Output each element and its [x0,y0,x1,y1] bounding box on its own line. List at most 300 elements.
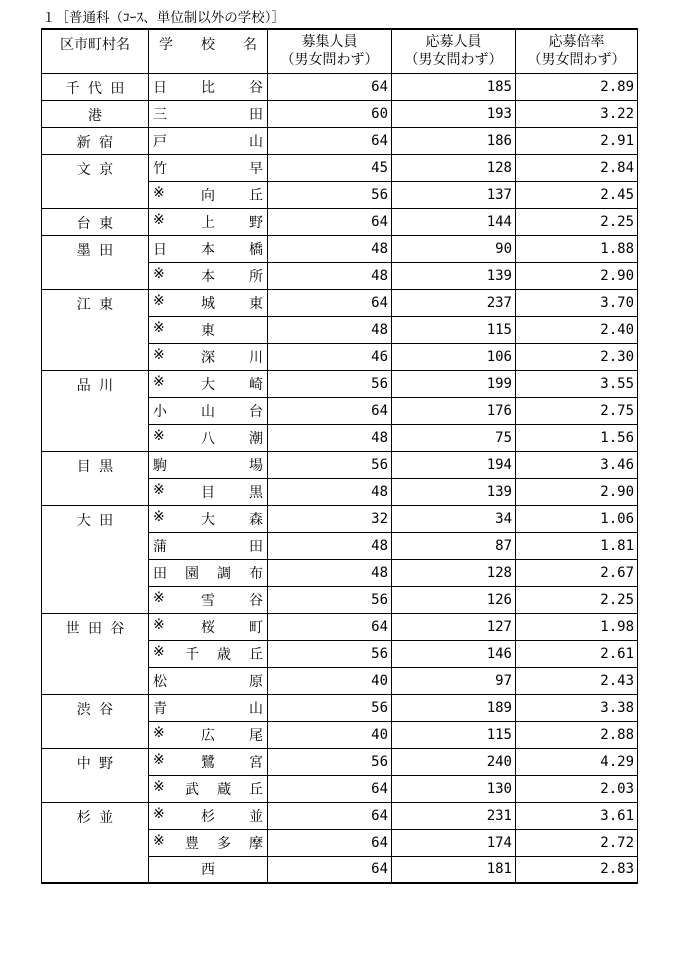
table-row [42,289,638,316]
school-name-char: 東 [249,295,263,312]
ward-name-cell: 大田 [42,505,149,532]
school-name-char: ※ [153,589,165,606]
ward-name-cell [42,397,149,424]
school-name-cell [149,208,268,235]
table-row [42,73,638,100]
school-name-char: ※ [153,346,165,363]
school-name-char: 本 [201,241,215,258]
school-name-char: 目 [201,484,215,501]
school-name-char: 森 [249,511,263,528]
school-name [153,806,263,826]
table-row [42,100,638,127]
table-row [42,721,638,748]
school-name-char: 大 [201,511,215,528]
school-name-cell [149,775,268,802]
capacity-cell: 64 [268,802,392,829]
school-name [153,293,263,313]
school-name-char: 丘 [249,781,263,798]
school-name-char: ※ [153,616,165,633]
school-name-char: 比 [201,79,215,96]
applicants-cell: 199 [392,370,516,397]
school-name-cell [149,289,268,316]
school-name-cell [149,316,268,343]
header-applicants [392,29,516,73]
school-name [153,239,263,259]
table-row [42,478,638,505]
school-name-char: ※ [153,184,165,201]
applicants-cell: 115 [392,316,516,343]
school-name-char: 竹 [153,160,167,177]
school-name-cell [149,505,268,532]
applicants-cell: 144 [392,208,516,235]
capacity-cell: 48 [268,262,392,289]
capacity-cell: 32 [268,505,392,532]
school-name-cell [149,181,268,208]
ward-name-cell: 中野 [42,748,149,775]
school-name-char: 広 [201,727,215,744]
ratio-cell: 3.70 [516,289,638,316]
school-name-char: 野 [249,214,263,231]
ratio-cell: 1.56 [516,424,638,451]
school-name-cell [149,262,268,289]
ratio-cell: 2.30 [516,343,638,370]
applicants-cell: 193 [392,100,516,127]
table-row [42,316,638,343]
school-name-char: 西 [201,862,215,879]
header-applicants-line2: （男女問わず） [404,52,503,69]
applicants-cell: 139 [392,478,516,505]
school-name [153,347,263,367]
school-name [153,77,263,97]
ward-name-cell: 台東 [42,208,149,235]
school-name-char: 日 [153,79,167,96]
ward-name-cell [42,532,149,559]
ward-name-cell [42,856,149,883]
school-name-char: 多 [217,835,231,852]
applicants-cell: 237 [392,289,516,316]
ratio-cell: 2.90 [516,478,638,505]
school-name-char: 三 [153,106,167,123]
application-ratio-table [41,28,638,884]
capacity-cell: 48 [268,478,392,505]
ratio-cell: 2.88 [516,721,638,748]
applicants-cell: 97 [392,667,516,694]
school-name [153,131,263,151]
school-name-char: 所 [249,268,263,285]
ward-name-cell: 杉並 [42,802,149,829]
school-name-cell [149,559,268,586]
table-row [42,181,638,208]
school-name [153,590,263,610]
ward-name-cell: 世田谷 [42,613,149,640]
school-name-char [153,859,167,879]
school-name-char: 潮 [249,430,263,447]
capacity-cell: 56 [268,451,392,478]
applicants-cell: 130 [392,775,516,802]
ratio-cell: 2.43 [516,667,638,694]
school-name [153,833,263,853]
capacity-cell: 48 [268,316,392,343]
school-name-char: 東 [201,322,215,339]
ward-name-cell [42,559,149,586]
school-name-cell [149,748,268,775]
capacity-cell: 64 [268,73,392,100]
applicants-cell: 106 [392,343,516,370]
school-name-char: 場 [249,457,263,474]
school-name-char: 深 [201,349,215,366]
school-name [153,185,263,205]
applicants-cell: 189 [392,694,516,721]
school-name-char: 谷 [249,592,263,609]
school-name-char: ※ [153,724,165,741]
school-name-char: 桜 [201,619,215,636]
ward-name-cell [42,667,149,694]
header-capacity [268,29,392,73]
applicants-cell: 34 [392,505,516,532]
school-name-char: 橋 [249,241,263,258]
ratio-cell: 3.22 [516,100,638,127]
applicants-cell: 127 [392,613,516,640]
ratio-cell: 2.61 [516,640,638,667]
capacity-cell: 64 [268,829,392,856]
ward-name-cell [42,343,149,370]
applicants-cell: 128 [392,559,516,586]
capacity-cell: 64 [268,775,392,802]
ward-name-cell [42,829,149,856]
ratio-cell: 1.06 [516,505,638,532]
school-name [153,779,263,799]
ratio-cell: 2.40 [516,316,638,343]
school-name-char: ※ [153,211,165,228]
table-row [42,424,638,451]
table-row [42,559,638,586]
ward-name-cell: 墨田 [42,235,149,262]
applicants-cell: 126 [392,586,516,613]
ratio-cell: 3.46 [516,451,638,478]
ratio-cell: 2.89 [516,73,638,100]
ratio-cell: 1.81 [516,532,638,559]
applicants-cell: 128 [392,154,516,181]
school-name-char [201,158,215,178]
table-row [42,235,638,262]
ward-name-cell: 目黒 [42,451,149,478]
school-name-char: 杉 [201,808,215,825]
ratio-cell: 2.83 [516,856,638,883]
applicants-cell: 194 [392,451,516,478]
table-row [42,613,638,640]
school-name-char [201,671,215,691]
school-name-char: 小 [153,403,167,420]
table-row [42,532,638,559]
capacity-cell: 64 [268,856,392,883]
school-name-char: ※ [153,265,165,282]
school-name-cell [149,667,268,694]
school-name-char: 町 [249,619,263,636]
school-name-char: ※ [153,778,165,795]
school-name-cell [149,235,268,262]
table-row [42,856,638,883]
capacity-cell: 48 [268,532,392,559]
table-row [42,640,638,667]
applicants-cell: 186 [392,127,516,154]
school-name-char: 駒 [153,457,167,474]
ratio-cell: 2.25 [516,586,638,613]
ratio-cell: 1.88 [516,235,638,262]
school-name-char: 向 [201,187,215,204]
ward-name-cell [42,640,149,667]
capacity-cell: 48 [268,559,392,586]
school-name-char: 川 [249,349,263,366]
table-row [42,262,638,289]
school-name-char: ※ [153,805,165,822]
table-row [42,802,638,829]
ward-name-cell [42,775,149,802]
school-name [153,859,263,879]
school-name-char [201,455,215,475]
header-school [149,29,268,73]
header-applicants-line1: 応募人員 [425,34,482,51]
school-name-cell [149,694,268,721]
school-name-char: 台 [249,403,263,420]
school-name-char [201,131,215,151]
capacity-cell: 64 [268,613,392,640]
table-row [42,829,638,856]
table-row [42,397,638,424]
capacity-cell: 40 [268,721,392,748]
capacity-cell: 40 [268,667,392,694]
table-row [42,154,638,181]
school-name-char: 摩 [249,835,263,852]
capacity-cell: 64 [268,127,392,154]
ward-name-cell [42,586,149,613]
applicants-cell: 146 [392,640,516,667]
capacity-cell: 56 [268,370,392,397]
table-row [42,748,638,775]
school-name [153,509,263,529]
school-name-cell [149,397,268,424]
applicants-cell: 75 [392,424,516,451]
ward-name-cell [42,478,149,505]
ward-name-cell [42,262,149,289]
school-name-char: ※ [153,643,165,660]
ratio-cell: 3.61 [516,802,638,829]
school-name-cell [149,127,268,154]
school-name [153,158,263,178]
header-capacity-line2: （男女問わず） [280,52,379,69]
school-name-char: 田 [249,538,263,555]
school-name-char: 宮 [249,754,263,771]
school-name [153,482,263,502]
school-name-cell [149,586,268,613]
school-name-char: 崎 [249,376,263,393]
school-name-char: 日 [153,241,167,258]
school-name [153,698,263,718]
school-name [153,212,263,232]
table-row [42,694,638,721]
school-name-cell [149,154,268,181]
school-name-cell [149,343,268,370]
capacity-cell: 48 [268,235,392,262]
ratio-cell: 2.75 [516,397,638,424]
table-row [42,775,638,802]
school-name [153,320,263,340]
school-name-char: 尾 [249,727,263,744]
applicants-cell: 185 [392,73,516,100]
applicants-cell: 90 [392,235,516,262]
table-row [42,505,638,532]
school-name-char: ※ [153,319,165,336]
school-name [153,617,263,637]
ward-name-cell: 渋谷 [42,694,149,721]
ward-name-cell: 千代田 [42,73,149,100]
school-name-char: 園 [185,565,199,582]
applicants-cell: 87 [392,532,516,559]
school-name-cell [149,856,268,883]
capacity-cell: 48 [268,424,392,451]
school-name-cell [149,73,268,100]
ward-name-cell: 新宿 [42,127,149,154]
table-row [42,451,638,478]
table-header-row [42,29,638,73]
ratio-cell: 4.29 [516,748,638,775]
school-name-cell [149,640,268,667]
ward-name-cell: 品川 [42,370,149,397]
school-name-cell [149,532,268,559]
school-name-cell [149,100,268,127]
school-name-char: 歳 [217,646,231,663]
school-name-char: ※ [153,832,165,849]
capacity-cell: 64 [268,208,392,235]
applicants-cell: 139 [392,262,516,289]
school-name [153,752,263,772]
header-ratio [516,29,638,73]
school-name-char: 大 [201,376,215,393]
applicants-cell: 240 [392,748,516,775]
school-name-char: ※ [153,427,165,444]
ward-name-cell [42,721,149,748]
capacity-cell: 56 [268,694,392,721]
header-ward: 区市町村名 [42,29,149,73]
ward-name-cell: 文京 [42,154,149,181]
ward-name-cell: 江東 [42,289,149,316]
capacity-cell: 60 [268,100,392,127]
school-name [153,374,263,394]
school-name [153,725,263,745]
school-name-char: 山 [249,133,263,150]
school-name-cell [149,478,268,505]
school-name-char: 豊 [185,835,199,852]
school-name-char [249,320,263,340]
ratio-cell: 2.25 [516,208,638,235]
school-name-char [201,104,215,124]
applicants-cell: 137 [392,181,516,208]
school-name-char [249,859,263,879]
school-name [153,266,263,286]
school-name-char: 鷺 [201,754,215,771]
school-name-char [201,698,215,718]
capacity-cell: 64 [268,289,392,316]
capacity-cell: 56 [268,748,392,775]
ratio-cell: 2.91 [516,127,638,154]
school-name-char: ※ [153,508,165,525]
ratio-cell: 1.98 [516,613,638,640]
school-name [153,428,263,448]
applicants-cell: 115 [392,721,516,748]
school-name [153,536,263,556]
school-name-char: 丘 [249,646,263,663]
school-name-char: 本 [201,268,215,285]
school-name-char: 山 [201,403,215,420]
table-body [42,73,638,883]
header-ratio-line2: （男女問わず） [527,52,626,69]
table-row [42,208,638,235]
school-name-char: 戸 [153,133,167,150]
applicants-cell: 231 [392,802,516,829]
school-name-char: ※ [153,292,165,309]
capacity-cell: 56 [268,181,392,208]
school-name-cell [149,802,268,829]
school-name [153,671,263,691]
school-name-char: 武 [185,781,199,798]
school-name-char: 蒲 [153,538,167,555]
school-name [153,644,263,664]
school-name-char: 八 [201,430,215,447]
school-name-cell [149,613,268,640]
ward-name-cell [42,181,149,208]
school-name-cell [149,829,268,856]
school-name-char: ※ [153,481,165,498]
ratio-cell: 2.67 [516,559,638,586]
school-name-char: 原 [249,673,263,690]
table-row [42,343,638,370]
ratio-cell: 2.84 [516,154,638,181]
school-name-char: 田 [153,565,167,582]
header-ratio-line1: 応募倍率 [548,34,605,51]
school-name-char: 田 [249,106,263,123]
school-name-char: 谷 [249,79,263,96]
school-name-char: 城 [201,295,215,312]
table-row [42,127,638,154]
table-row [42,586,638,613]
school-name-char: 上 [201,214,215,231]
school-name [153,455,263,475]
school-name-char: 千 [185,646,199,663]
school-name [153,563,263,583]
capacity-cell: 56 [268,586,392,613]
school-name-char: 雪 [201,592,215,609]
ratio-cell: 2.45 [516,181,638,208]
school-name [153,104,263,124]
capacity-cell: 56 [268,640,392,667]
capacity-cell: 46 [268,343,392,370]
school-name-cell [149,451,268,478]
capacity-cell: 45 [268,154,392,181]
applicants-cell: 176 [392,397,516,424]
capacity-cell: 64 [268,397,392,424]
school-name-char: 青 [153,700,167,717]
school-name-cell [149,424,268,451]
school-name-char: 松 [153,673,167,690]
school-name-char: 早 [249,160,263,177]
school-name-char: ※ [153,751,165,768]
table-row [42,370,638,397]
ward-name-cell [42,424,149,451]
ward-name-cell: 港 [42,100,149,127]
table-row [42,667,638,694]
school-name-char: 蔵 [217,781,231,798]
school-name-char: 丘 [249,187,263,204]
ratio-cell: 3.55 [516,370,638,397]
